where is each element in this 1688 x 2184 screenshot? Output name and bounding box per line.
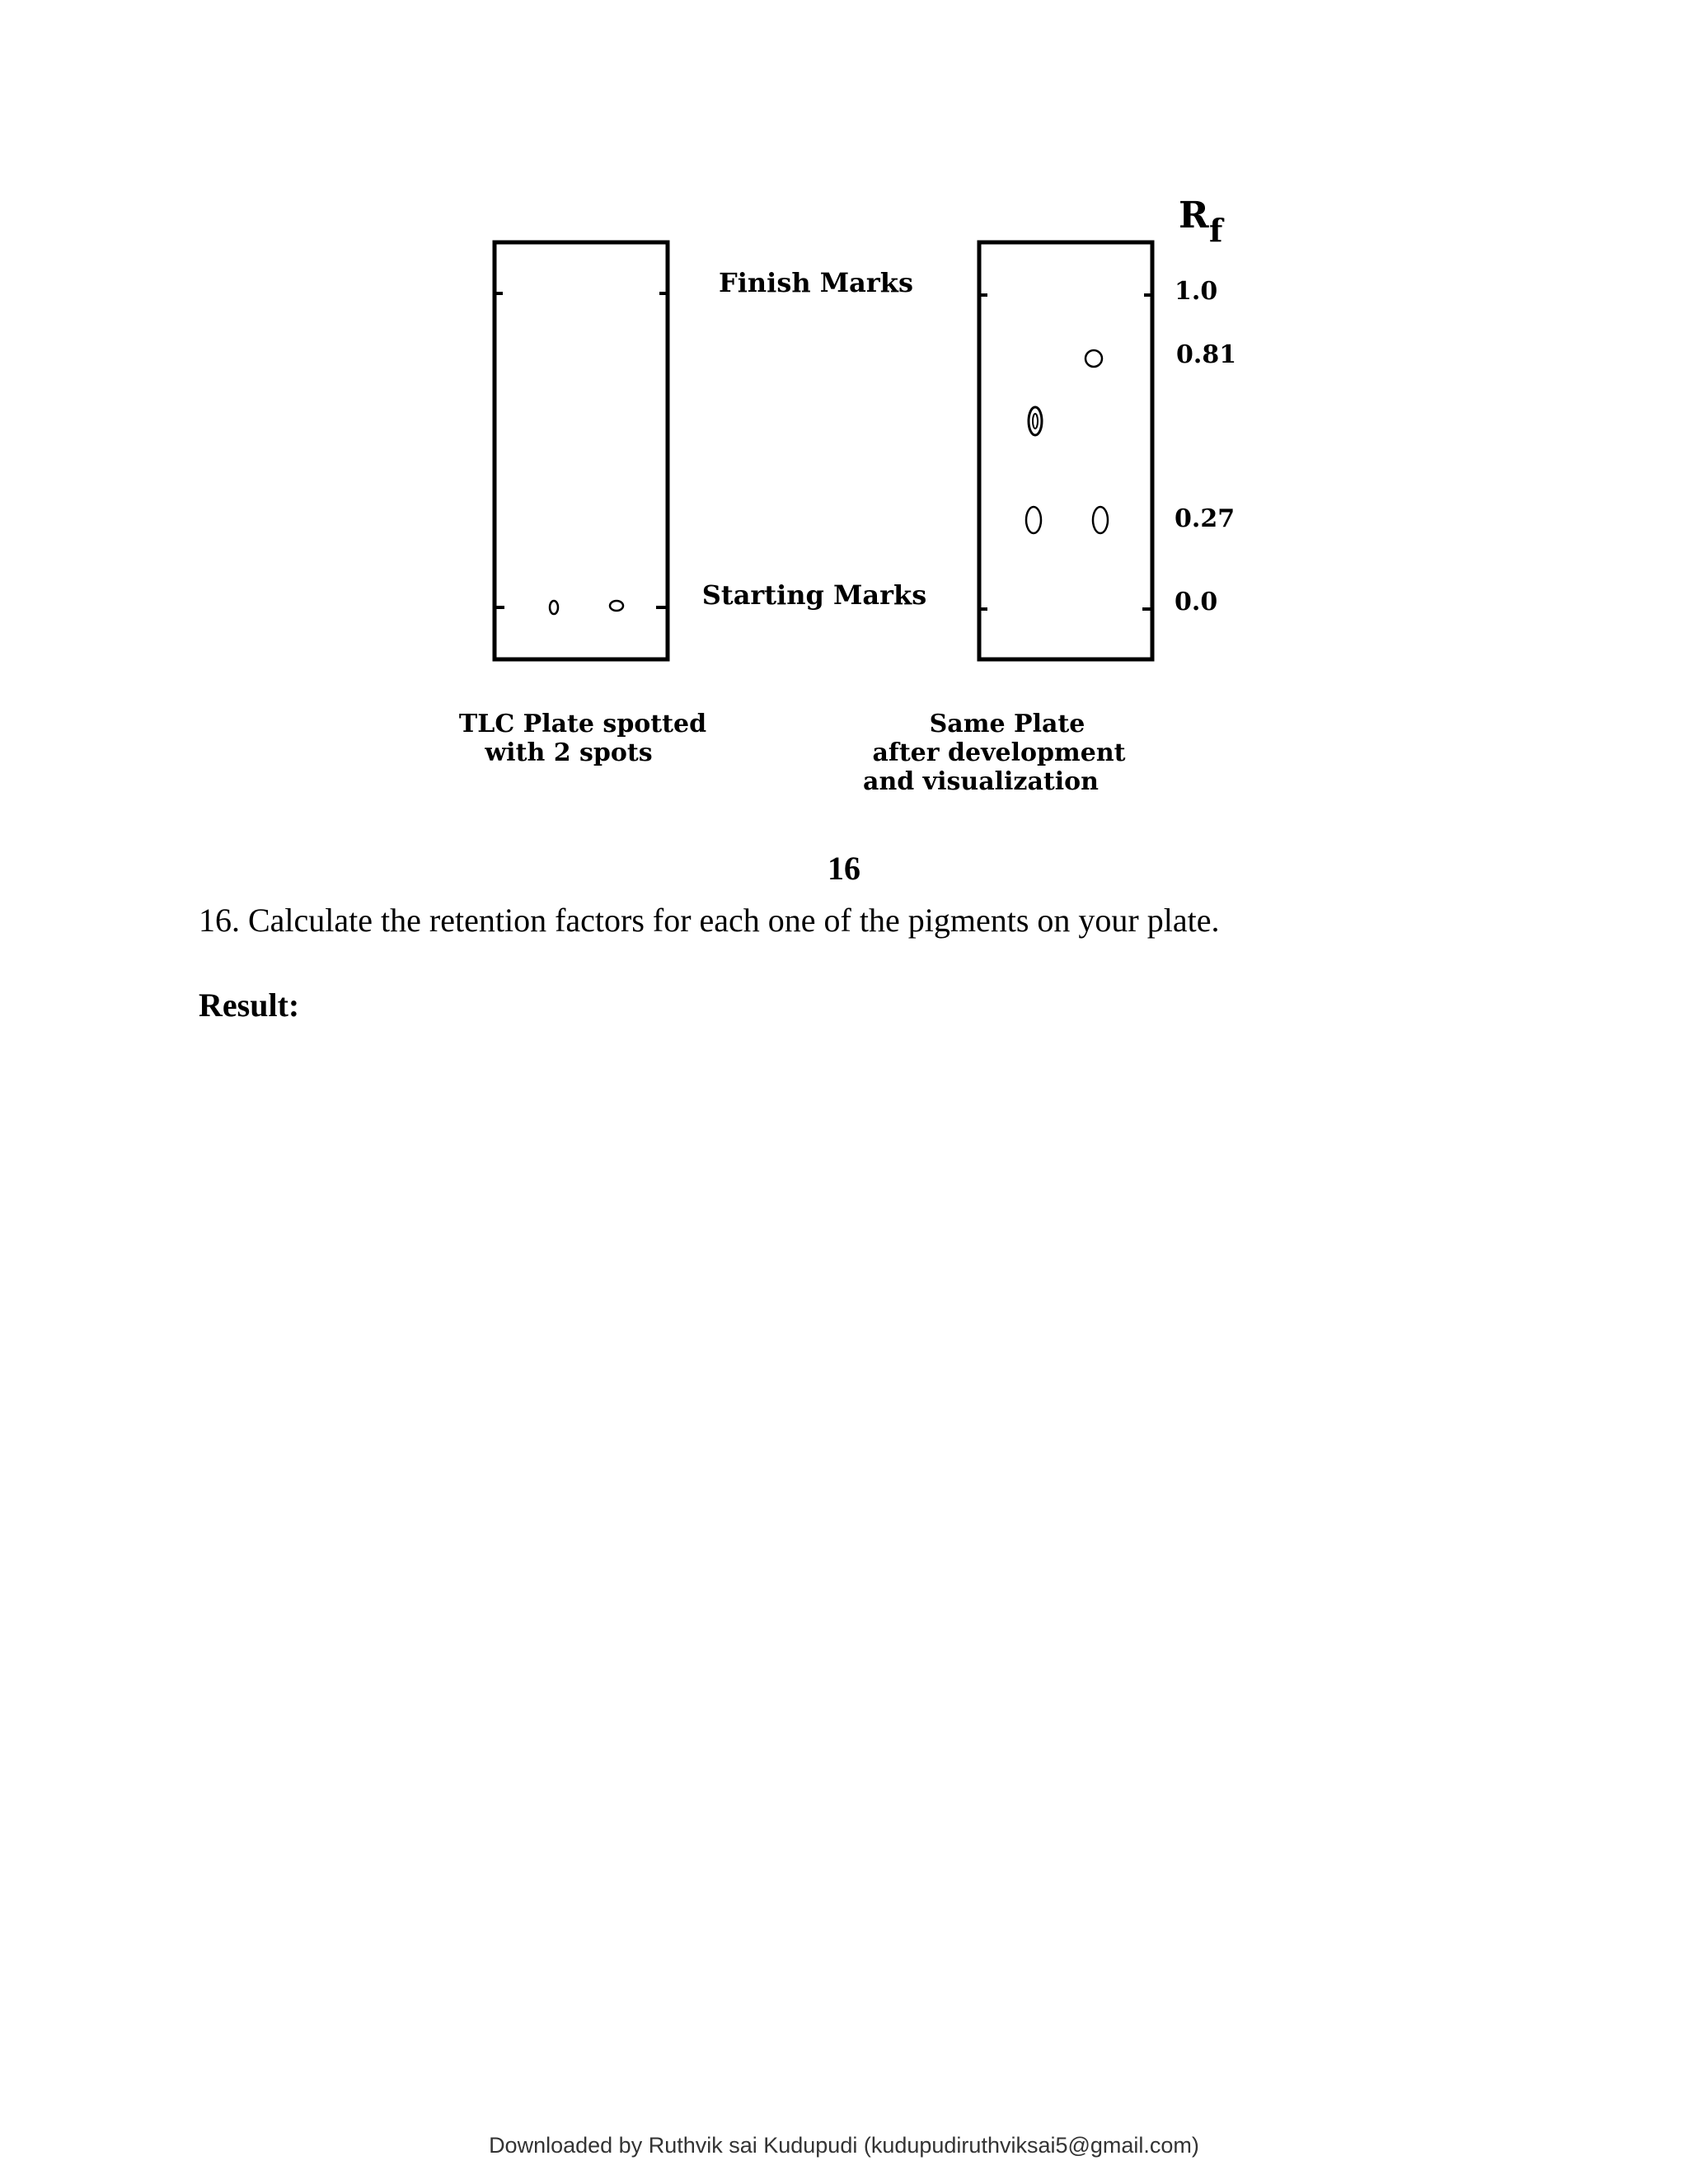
left-plate-outline	[495, 242, 668, 659]
right-spot-middle-inner	[1033, 414, 1038, 429]
left-spot-2	[610, 601, 623, 611]
question-text: 16. Calculate the retention factors for each one of the pigments on your plate.	[199, 902, 1220, 939]
rf-value-2: 0.81	[1176, 340, 1237, 369]
right-spot-rf-081	[1085, 350, 1102, 367]
rf-subscript: f	[1209, 212, 1223, 249]
right-spot-middle	[1029, 407, 1042, 435]
right-caption-line-2: after development	[872, 738, 1126, 767]
left-caption-line-1: TLC Plate spotted	[458, 710, 707, 738]
rf-value-4: 0.0	[1175, 588, 1218, 616]
right-plate-outline	[979, 242, 1152, 659]
download-footer: Downloaded by Ruthvik sai Kudupudi (kudupudiruthviksai5@gmail.com)	[489, 2133, 1199, 2158]
right-caption-line-3: and visualization	[863, 767, 1099, 796]
left-spot-1	[550, 601, 558, 614]
right-caption-line-1: Same Plate	[929, 710, 1085, 738]
left-tlc-plate	[495, 242, 668, 659]
tlc-plate-diagram	[0, 0, 1688, 824]
result-label: Result:	[199, 987, 300, 1024]
right-tlc-plate	[979, 242, 1152, 659]
left-caption-line-2: with 2 spots	[485, 738, 653, 767]
right-spot-rf-027-a	[1026, 507, 1041, 533]
rf-symbol: R	[1179, 194, 1209, 237]
rf-value-1: 1.0	[1175, 277, 1218, 306]
right-spot-rf-027-b	[1093, 507, 1108, 533]
figure-number: 16	[828, 850, 860, 887]
rf-value-3: 0.27	[1175, 504, 1236, 533]
starting-marks-label: Starting Marks	[701, 579, 927, 611]
finish-marks-label: Finish Marks	[719, 267, 913, 298]
